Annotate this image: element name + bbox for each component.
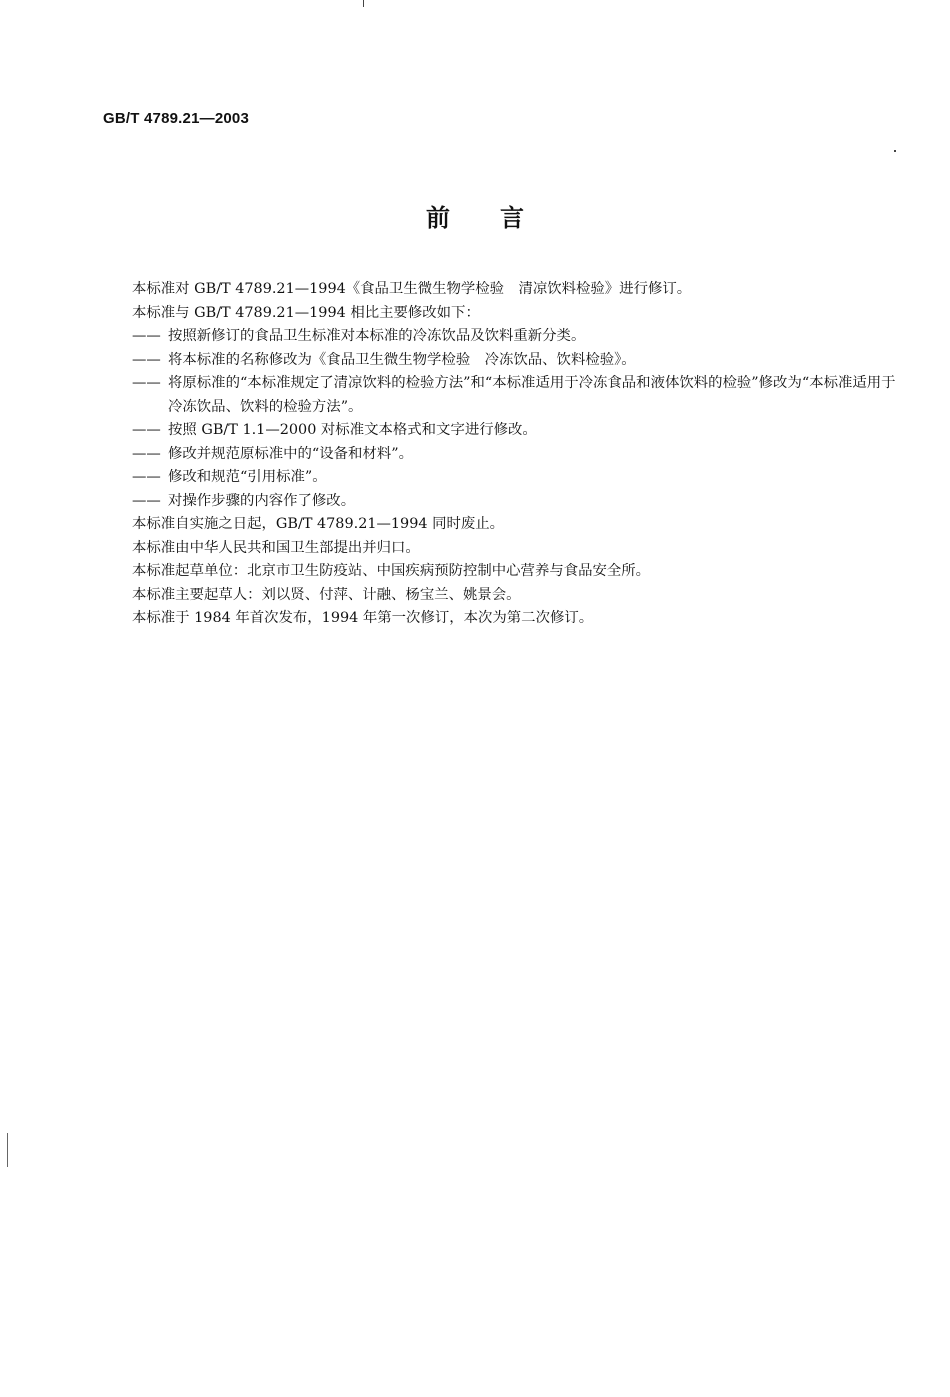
foreword-body	[132, 278, 896, 631]
paragraph: 本标准于 1984 年首次发布，1994 年第一次修订，本次为第二次修订。	[132, 610, 594, 626]
dash-marker: ——	[132, 445, 161, 462]
dash-marker: ——	[132, 492, 161, 509]
list-item-text: 按照 GB/T 1.1—2000 对标准文本格式和文字进行修改。	[168, 422, 537, 438]
list-item	[132, 349, 898, 373]
scan-speck	[7, 1133, 8, 1167]
dash-marker: ——	[132, 328, 161, 344]
scan-speck	[363, 0, 364, 7]
paragraph: 本标准起草单位：北京市卫生防疫站、中国疾病预防控制中心营养与食品安全所。	[132, 563, 651, 579]
title-char-2: 言	[500, 204, 524, 232]
title-char-1: 前	[426, 204, 450, 232]
scan-speck	[894, 150, 896, 152]
list-item	[132, 466, 898, 490]
list-item-text: 将本标准的名称修改为《食品卫生微生物学检验 冷冻饮品、饮料检验》。	[168, 351, 636, 368]
paragraph: 本标准主要起草人：刘以贤、付萍、计融、杨宝兰、姚景会。	[132, 586, 521, 603]
paragraph: 本标准对 GB/T 4789.21—1994《食品卫生微生物学检验 清凉饮料检验》进行修订。	[132, 281, 692, 297]
list-item	[132, 443, 898, 467]
list-item-text: 按照新修订的食品卫生标准对本标准的冷冻饮品及饮料重新分类。	[168, 328, 586, 344]
standard-code: GB/T 4789.21—2003	[103, 110, 249, 127]
list-item-text: 修改和规范“引用标准”。	[168, 469, 327, 485]
dash-marker: ——	[132, 375, 161, 391]
list-item	[132, 325, 898, 349]
list-item-text: 将原标准的“本标准规定了清凉饮料的检验方法”和“本标准适用于冷冻食品和液体饮料的检验”修改为“本标准适用于冷冻饮品、饮料的检验方法”。	[168, 375, 896, 415]
dash-marker: ——	[132, 422, 161, 438]
list-item-text: 对操作步骤的内容作了修改。	[168, 492, 356, 509]
paragraph: 本标准由中华人民共和国卫生部提出并归口。	[132, 539, 420, 556]
list-item	[132, 490, 898, 514]
list-item-text: 修改并规范原标准中的“设备和材料”。	[168, 445, 413, 462]
list-item	[132, 419, 898, 443]
dash-marker: ——	[132, 469, 161, 485]
dash-marker: ——	[132, 351, 161, 368]
paragraph: 本标准与 GB/T 4789.21—1994 相比主要修改如下：	[132, 304, 480, 321]
page-title	[0, 198, 950, 233]
list-item	[132, 372, 898, 419]
paragraph: 本标准自实施之日起，GB/T 4789.21—1994 同时废止。	[132, 516, 505, 532]
